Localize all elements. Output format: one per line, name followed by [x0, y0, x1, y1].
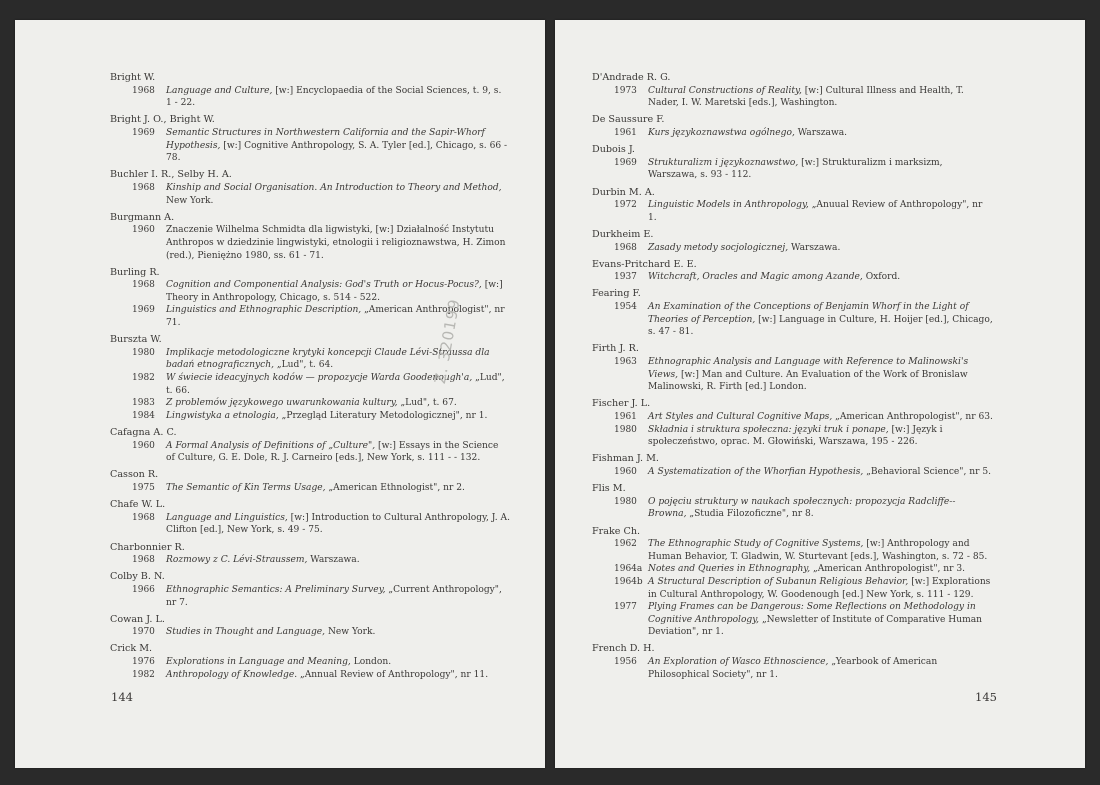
- entry-author: De Saussure F.: [592, 114, 665, 126]
- entry-year: 1962: [614, 539, 637, 550]
- entry-author: Firth J. R.: [592, 343, 639, 355]
- entry-author: Flis M.: [592, 483, 626, 495]
- entry-year: 1969: [132, 305, 155, 316]
- entry-year: 1980: [132, 347, 155, 358]
- entry-details: [w:] Cultural Illness and Health, T. Nader, I. W. Maretski [eds.], Washington.: [648, 85, 964, 109]
- entry-author: Dubois J.: [592, 144, 635, 156]
- entry-author: Burgmann A.: [110, 211, 175, 223]
- bibliography-entry: [592, 114, 993, 139]
- entry-year: 1968: [132, 512, 155, 523]
- entry-reference: [110, 626, 510, 639]
- bibliography-entry: [592, 526, 993, 639]
- entry-title: Implikacje metodologiczne krytyki koncepcji Claude Lévi-Straussa dla badań etnograficznych,: [166, 347, 490, 371]
- entry-details: Oxford.: [862, 272, 901, 283]
- entry-author: D'Andrade R. G.: [592, 72, 671, 83]
- bibliography-entry: [110, 643, 510, 681]
- entry-author: Fishman J. M.: [592, 453, 659, 465]
- entry-title: Witchcraft, Oracles and Magic among Azande,: [648, 272, 863, 283]
- entry-details: „American Anthropologist", nr 63.: [832, 412, 993, 422]
- entry-author: Chafe W. L.: [110, 499, 166, 511]
- left-page: [15, 20, 545, 768]
- bibliography-entry: [592, 72, 993, 110]
- entry-year: 1960: [614, 466, 637, 477]
- entry-details: „Przegląd Literatury Metodologicznej", nr 1.: [278, 410, 488, 421]
- entry-title: Notes and Queries in Ethnography,: [648, 564, 811, 575]
- bibliography-entry: [592, 453, 993, 478]
- entry-reference: [592, 411, 993, 424]
- entry-reference: [592, 601, 993, 639]
- entry-details: New York.: [166, 195, 214, 206]
- entry-details: [w:] Theory in Anthropology, Chicago, s. 514 - 522.: [166, 280, 503, 303]
- bibliography-entry: [592, 398, 993, 448]
- bibliography-entry: [110, 212, 510, 262]
- entry-reference: [110, 85, 510, 110]
- bibliography-entry: [110, 499, 510, 537]
- entry-year: 1954: [614, 302, 637, 313]
- bibliography-entry: [110, 571, 510, 609]
- entry-year: 1937: [614, 272, 637, 283]
- entry-details: Warszawa.: [794, 127, 848, 138]
- entry-reference: [110, 584, 510, 609]
- entry-details: [w:] Introduction to Cultural Anthropology, J. A. Clifton [ed.], New York, s. 49 - 75.: [166, 512, 510, 536]
- entry-author: Durkheim E.: [592, 228, 654, 240]
- entry-title: Lingwistyka a etnologia,: [166, 410, 279, 421]
- entry-details: „Lud", t. 66.: [166, 373, 505, 396]
- entry-reference: [592, 538, 993, 563]
- entry-author: Bright W.: [110, 72, 156, 83]
- entry-reference: [592, 496, 993, 521]
- entry-reference: [110, 182, 510, 207]
- entry-reference: [110, 554, 510, 567]
- entry-title: Z problemów językowego uwarunkowania kultury,: [166, 398, 398, 409]
- entry-title: Rozmowy z C. Lévi-Straussem,: [166, 555, 308, 566]
- entry-year: 1966: [132, 584, 155, 595]
- entry-author: Burszta W.: [110, 334, 162, 346]
- entry-title: Language and Linguistics,: [166, 512, 288, 523]
- entry-reference: [592, 85, 993, 110]
- entry-author: Frake Ch.: [592, 525, 641, 537]
- entry-reference: [110, 410, 510, 423]
- entry-title: An Examination of the Conceptions of Benjamin Whorf in the Light of Theories of Perception,: [648, 302, 969, 325]
- bibliography-entry: [110, 72, 510, 110]
- entry-title: A Formal Analysis of Definitions of „Culture",: [166, 440, 376, 451]
- entry-reference: [592, 199, 993, 224]
- bibliography-column: [592, 72, 993, 681]
- entry-reference: [110, 482, 510, 495]
- entry-year: 1980: [614, 424, 637, 435]
- bibliography-entry: [592, 288, 993, 338]
- entry-year: 1968: [132, 555, 155, 566]
- entry-details: Znaczenie Wilhelma Schmidta dla ligwistyki, [w:] Działalność Instytutu Anthropos w dziedzinie lingwistyki, etnologii i religioznawstwa, H. Zimon (red.), Pieniężno 1980, ss. 61 - 71.: [166, 225, 506, 261]
- entry-details: Warszawa.: [788, 242, 841, 253]
- entry-details: [w:] Man and Culture. An Evaluation of the Work of Bronislaw Malinowski, R. Firth [ed.] London.: [648, 369, 968, 393]
- bibliography-entry: [592, 643, 993, 681]
- entry-author: Evans-Pritchard E. E.: [592, 258, 697, 270]
- entry-author: Durbin M. A.: [592, 186, 655, 198]
- entry-reference: [110, 512, 510, 537]
- entry-reference: [110, 656, 510, 669]
- entry-reference: [592, 563, 993, 576]
- bibliography-entry: [110, 542, 510, 567]
- entry-reference: [592, 301, 993, 339]
- bibliography-entry: [592, 343, 993, 393]
- bibliography-entry: [592, 187, 993, 225]
- entry-year: 1961: [614, 127, 637, 138]
- entry-details: „Behavioral Science", nr 5.: [863, 466, 992, 477]
- entry-details: „American Anthropologist", nr 3.: [810, 564, 966, 575]
- entry-details: [w:] Explorations in Cultural Anthropology, W. Goodenough [ed.] New York, s. 111 - 129.: [648, 576, 991, 600]
- entry-year: 1975: [132, 482, 155, 493]
- entry-year: 1960: [132, 225, 155, 236]
- entry-author: Fischer J. L.: [592, 398, 651, 410]
- entry-reference: [110, 127, 510, 165]
- entry-reference: [592, 424, 993, 449]
- entry-details: „Annual Review of Anthropology", nr 11.: [297, 669, 489, 680]
- entry-year: 1956: [614, 657, 637, 668]
- entry-details: London.: [350, 657, 392, 668]
- bibliography-entry: [110, 169, 510, 207]
- entry-title: W świecie ideacyjnych kodów — propozycje Warda Goodenough'a,: [166, 373, 473, 384]
- bibliography-entry: [592, 144, 993, 182]
- entry-author: Colby B. N.: [110, 571, 165, 583]
- entry-title: O pojęciu struktury w naukach społecznych: propozycja Radcliffe--Browna,: [648, 496, 956, 520]
- entry-year: 1969: [614, 157, 637, 168]
- entry-title: A Structural Description of Subanun Religious Behavior,: [648, 576, 909, 587]
- entry-year: 1960: [132, 440, 155, 451]
- entry-title: Zasady metody socjologicznej,: [648, 242, 789, 253]
- entry-title: An Exploration of Wasco Ethnoscience,: [648, 657, 829, 668]
- entry-year: 1984: [132, 410, 155, 421]
- entry-year: 1968: [132, 182, 155, 193]
- entry-year: 1982: [132, 669, 155, 680]
- entry-title: Cultural Constructions of Reality,: [648, 85, 802, 96]
- entry-year: 1961: [614, 412, 637, 422]
- entry-title: Language and Culture,: [166, 85, 273, 96]
- entry-details: „Newsletter of Institute of Comparative Human Deviation", nr 1.: [648, 614, 982, 638]
- entry-year: 1968: [614, 242, 637, 253]
- entry-author: Burling R.: [110, 266, 160, 278]
- entry-details: „Studia Filozoficzne", nr 8.: [686, 509, 814, 520]
- entry-title: Cognition and Componential Analysis: God's Truth or Hocus-Pocus?,: [166, 280, 482, 291]
- entry-title: Art Styles and Cultural Cognitive Maps,: [648, 412, 833, 422]
- entry-year: 1969: [132, 127, 155, 138]
- entry-title: Kinship and Social Organisation. An Introduction to Theory and Method,: [166, 182, 502, 193]
- entry-title: Strukturalizm i językoznawstwo,: [648, 157, 799, 168]
- entry-reference: [592, 356, 993, 394]
- entry-author: Charbonnier R.: [110, 541, 185, 553]
- entry-author: Fearing F.: [592, 288, 641, 300]
- bibliography-entry: [110, 469, 510, 494]
- entry-details: „Yearbook of American Philosophical Society", nr 1.: [648, 657, 938, 680]
- entry-reference: [592, 576, 993, 601]
- entry-title: Ethnographic Analysis and Language with Reference to Malinowski's Views,: [648, 357, 969, 380]
- entry-reference: [592, 656, 993, 681]
- entry-title: Plying Frames can be Dangerous: Some Reflections on Methodology in Cognitive Anthropology,: [648, 602, 976, 625]
- entry-details: [w:] Język i społeczeństwo, oprac. M. Głowiński, Warszawa, 195 - 226.: [648, 424, 943, 448]
- entry-title: The Ethnographic Study of Cognitive Systems,: [648, 539, 864, 550]
- bibliography-entry: [110, 614, 510, 639]
- library-stamp: Z. 320199: [431, 297, 464, 386]
- entry-details: [w:] Encyclopaedia of the Social Sciences, t. 9, s. 1 - 22.: [166, 85, 502, 109]
- entry-details: „American Anthropologist", nr 71.: [166, 305, 505, 329]
- entry-reference: [110, 397, 510, 410]
- entry-year: 1982: [132, 373, 155, 384]
- entry-details: [w:] Strukturalizm i marksizm, Warszawa, s. 93 - 112.: [648, 157, 943, 181]
- entry-author: Buchler I. R., Selby H. A.: [110, 169, 232, 181]
- entry-title: A Systematization of the Whorfian Hypothesis,: [648, 466, 864, 477]
- entry-year: 1973: [614, 85, 637, 96]
- entry-title: The Semantic of Kin Terms Usage,: [166, 482, 326, 493]
- entry-year: 1964b: [614, 576, 643, 587]
- bibliography-entry: [110, 114, 510, 164]
- entry-reference: [592, 127, 993, 140]
- entry-reference: [110, 669, 510, 682]
- entry-reference: [110, 440, 510, 465]
- entry-details: Warszawa.: [307, 555, 360, 566]
- entry-year: 1970: [132, 627, 155, 638]
- entry-details: [w:] Cognitive Anthropology, S. A. Tyler [ed.], Chicago, s. 66 - 78.: [166, 140, 508, 164]
- entry-title: Linguistic Models in Anthropology,: [648, 200, 809, 211]
- page-number: 145: [975, 690, 997, 704]
- entry-details: [w:] Anthropology and Human Behavior, T. Gladwin, W. Sturtevant [eds.], Washington, s. 72 - 85.: [648, 539, 988, 562]
- entry-details: „Anuual Review of Anthropology", nr 1.: [648, 200, 983, 223]
- entry-reference: [592, 271, 993, 284]
- entry-author: French D. H.: [592, 643, 655, 655]
- entry-year: 1972: [614, 200, 637, 211]
- right-page: [555, 20, 1085, 768]
- entry-title: Anthropology of Knowledge.: [166, 669, 298, 680]
- entry-reference: [110, 224, 510, 262]
- entry-year: 1976: [132, 657, 155, 668]
- bibliography-entry: [592, 483, 993, 521]
- entry-year: 1980: [614, 496, 637, 507]
- entry-author: Bright J. O., Bright W.: [110, 114, 215, 126]
- entry-year: 1968: [132, 85, 155, 96]
- entry-reference: [592, 466, 993, 479]
- entry-details: New York.: [325, 627, 376, 638]
- page-number: 144: [111, 690, 133, 704]
- entry-reference: [592, 157, 993, 182]
- entry-year: 1968: [132, 280, 155, 291]
- entry-year: 1964a: [614, 564, 643, 575]
- entry-title: Explorations in Language and Meaning,: [166, 657, 351, 668]
- entry-author: Crick M.: [110, 643, 153, 655]
- entry-details: [w:] Language in Culture, H. Hoijer [ed.], Chicago, s. 47 - 81.: [648, 314, 993, 338]
- entry-author: Cafagna A. C.: [110, 427, 177, 438]
- entry-reference: [592, 242, 993, 255]
- entry-title: Linguistics and Ethnographic Description,: [166, 305, 362, 316]
- entry-year: 1983: [132, 398, 155, 409]
- entry-title: Kurs językoznawstwa ogólnego,: [648, 127, 795, 138]
- entry-year: 1977: [614, 602, 637, 613]
- entry-title: Składnia i struktura społeczna: języki truk i ponape,: [648, 424, 889, 435]
- entry-year: 1963: [614, 357, 637, 368]
- entry-details: „Current Anthropology", nr 7.: [166, 584, 502, 608]
- entry-details: „American Ethnologist", nr 2.: [325, 482, 465, 493]
- entry-title: Studies in Thought and Language,: [166, 627, 326, 638]
- entry-author: Casson R.: [110, 469, 159, 481]
- bibliography-entry: [110, 427, 510, 465]
- entry-details: „Lud", t. 67.: [397, 398, 457, 409]
- entry-details: [w:] Essays in the Science of Culture, G. E. Dole, R. J. Carneiro [eds.], New York, s. 111 - - 132.: [166, 440, 499, 464]
- entry-title: Semantic Structures in Northwestern California and the Sapir-Whorf Hypothesis,: [166, 127, 485, 151]
- entry-title: Ethnographic Semantics: A Preliminary Survey,: [166, 584, 386, 595]
- entry-author: Cowan J. L.: [110, 613, 165, 625]
- entry-details: „Lud", t. 64.: [273, 360, 334, 371]
- bibliography-entry: [592, 259, 993, 284]
- bibliography-entry: [592, 229, 993, 254]
